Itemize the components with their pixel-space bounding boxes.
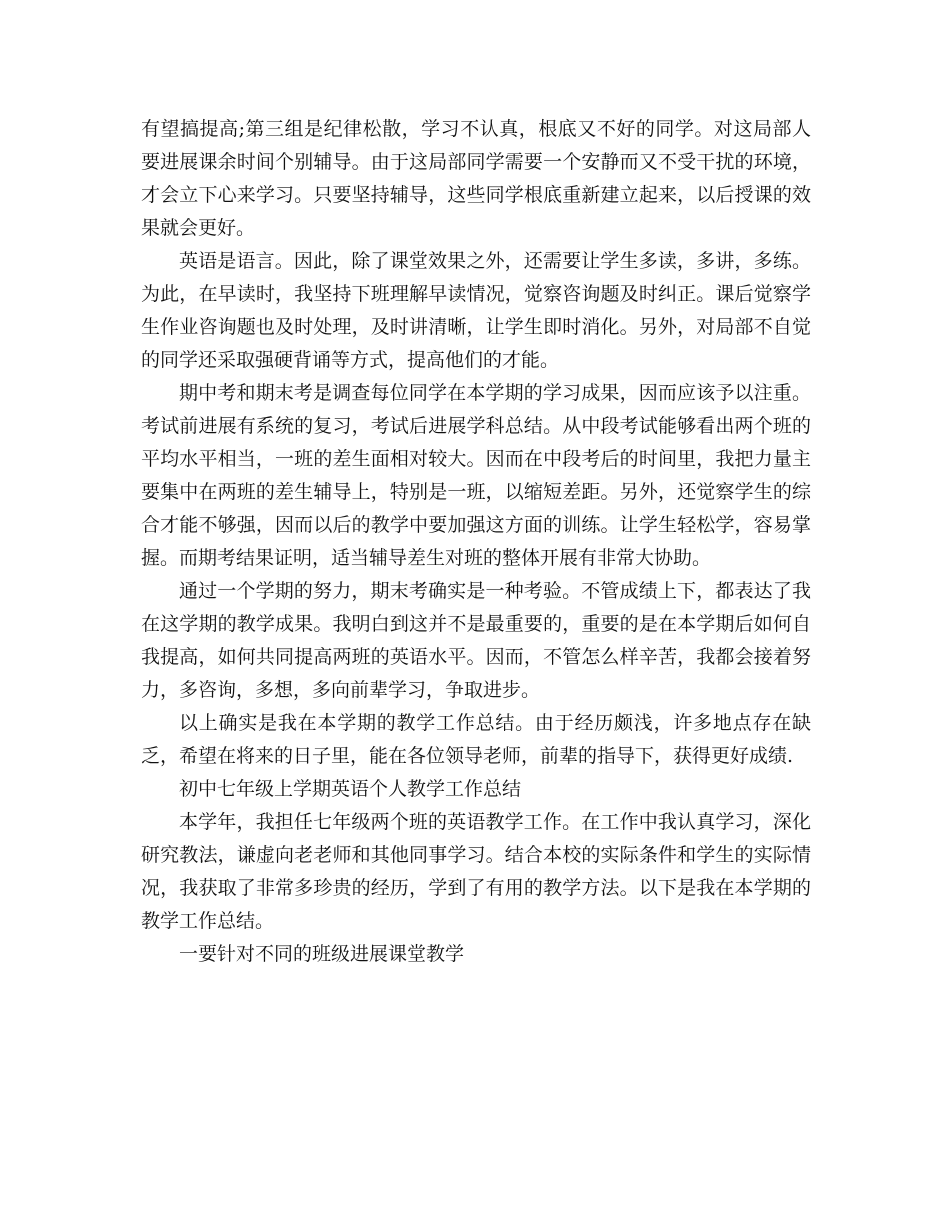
document-body [141,113,811,971]
paragraph-english-language: 英语是语言。因此，除了课堂效果之外，还需要让学生多读，多讲，多练。为此，在早读时，我坚持下班理解早读情况，觉察咨询题及时纠正。课后觉察学生作业咨询题也及时处理，及时讲清晰，让学生即时消化。另外，对局部不自觉的同学还采取强硬背诵等方式，提高他们的才能。 [141,250,811,371]
paragraph-intro: 本学年，我担任七年级两个班的英语教学工作。在工作中我认真学习，深化研究教法，谦虚向老老师和其他同事学习。结合本校的实际条件和学生的实际情况，我获取了非常多珍贵的经历，学到了有用的教学方法。以下是我在本学期的教学工作总结。 [141,811,811,932]
section-title: 初中七年级上学期英语个人教学工作总结 [179,778,522,800]
paragraph-exams: 期中考和期末考是调查每位同学在本学期的学习成果，因而应该予以注重。考试前进展有系统的复习，考试后进展学科总结。从中段考试能够看出两个班的平均水平相当，一班的差生面相对较大。因而在中段考后的时间里，我把力量主要集中在两班的差生辅导上，特别是一班，以缩短差距。另外，还觉察学生的综合才能不够强，因而以后的教学中要加强这方面的训练。让学生轻松学，容易掌握。而期考结果证明，适当辅导差生对班的整体开展有非常大协助。 [141,382,811,569]
paragraph-semester-effort: 通过一个学期的努力，期末考确实是一种考验。不管成绩上下，都表达了我在这学期的教学成果。我明白到这并不是最重要的，重要的是在本学期后如何自我提高，如何共同提高两班的英语水平。因而，不管怎么样辛苦，我都会接着努力，多咨询，多想，多向前辈学习，争取进步。 [141,580,811,701]
paragraph-continuation: 有望搞提高;第三组是纪律松散，学习不认真，根底又不好的同学。对这局部人要进展课余时间个别辅导。由于这局部同学需要一个安静而又不受干扰的环境，才会立下心来学习。只要坚持辅导，这些同学根底重新建立起来，以后授课的效果就会更好。 [141,118,811,239]
paragraph-point-one: 一要针对不同的班级进展课堂教学 [179,943,465,965]
paragraph-summary-closing: 以上确实是我在本学期的教学工作总结。由于经历颇浅，许多地点存在缺乏，希望在将来的日子里，能在各位领导老师，前辈的指导下，获得更好成绩. [141,712,811,767]
